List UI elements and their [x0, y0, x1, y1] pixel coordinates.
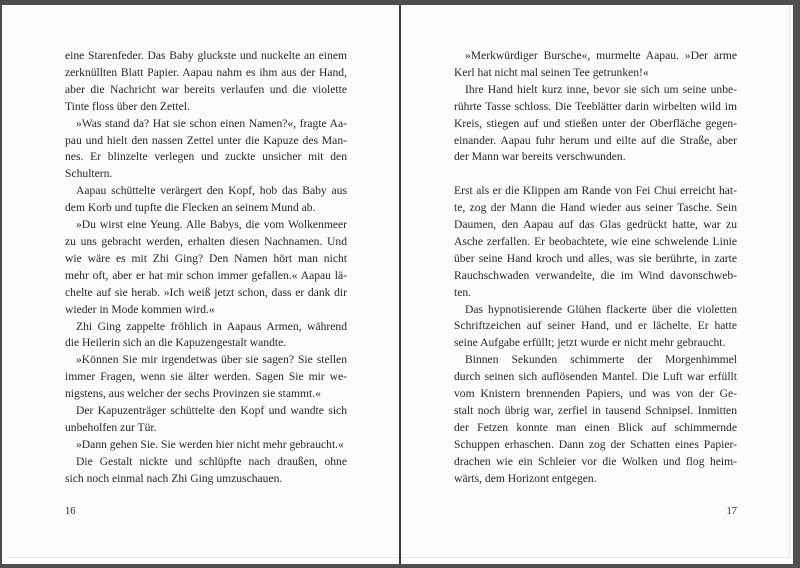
text-line: te, zog der Mann die Hand wieder aus seiner Tasche. Sein — [454, 201, 737, 215]
text-line: durch seinen sich auflösenden Mantel. Die Luft war erfüllt — [454, 370, 737, 384]
text-line: chelte auf sie herab. »Ich weiß jetzt schon, dass er dank dir — [65, 285, 347, 299]
text-line: Schriftzeichen auf seiner Hand, und er lächelte. Er hatte — [454, 319, 737, 333]
page-gutter — [399, 5, 401, 564]
text-line: Schuppen erhaschen. Dann zog der Schatten eines Papier- — [454, 437, 737, 451]
text-line: Der Kapuzenträger schüttelte den Kopf und wandte sich — [76, 404, 347, 418]
text-line: der Fetzen konnte man einen Blick auf schimmernde — [454, 420, 737, 434]
text-line: Aapau schüttelte verärgert den Kopf, hob das Baby aus — [76, 184, 347, 198]
left-page-number: 16 — [65, 506, 76, 517]
text-line: Kreis, stiegen auf und stießen unter der Oberfläche gegen- — [454, 116, 737, 130]
text-line: zu uns gebracht werden, erhalten diesen Nachnamen. Und — [65, 234, 347, 248]
text-line: ten. — [454, 285, 472, 299]
text-line: die Heilerin sich an die Kapuzengestalt wandte. — [65, 336, 287, 350]
text-line: stalt noch übrig war, zerfiel in tausend Schnipsel. Inmitten — [454, 404, 737, 418]
text-line: zerknüllten Blatt Papier. Aapau nahm es ihm aus der Hand, — [65, 65, 347, 79]
text-line: eine Starenfeder. Das Baby gluckste und nuckelte an einem — [65, 49, 347, 62]
text-line: »Du wirst eine Yeung. Alle Babys, die vom Wolkenmeer — [76, 218, 347, 232]
text-line: wie wäre es mit Zhi Ging? Den Namen hört man nicht — [65, 251, 347, 265]
text-line: Erst als er die Klippen am Rande von Fei Chui erreicht hat- — [454, 184, 737, 198]
text-line: seine Aufgabe erfüllt; jetzt wurde er nicht mehr gebraucht. — [454, 336, 726, 350]
text-line: vom Knistern brennenden Papiers, und was von der Ge- — [454, 387, 737, 401]
text-line: mehr oft, aber er hat mir schon immer gefallen.« Aapau lä- — [65, 268, 347, 282]
text-line: aber die Nachricht war bereits verlaufen und die violette — [65, 82, 347, 96]
text-line: Das hypnotisierende Glühen flackerte über die violetten — [465, 302, 737, 316]
text-line: drachen wie ein Schleier vor die Wolken und flog heim- — [454, 454, 737, 468]
text-line: Ihre Hand hielt kurz inne, bevor sie sich um seine unbe- — [465, 82, 737, 96]
text-line: »Was stand da? Hat sie schon einen Namen?«, fragte Aa- — [76, 116, 347, 130]
text-line: wieder in Mode kommen wird.« — [65, 302, 215, 316]
text-line: einander. Aapau fuhr herum und eilte auf die Straße, aber — [454, 133, 737, 147]
text-line: »Können Sie mir irgendetwas über sie sagen? Sie stellen — [76, 353, 347, 367]
right-page-text — [454, 48, 737, 488]
text-line: Daumen, den Aapau auf das Glas gedrückt hatte, war zu — [454, 218, 737, 232]
text-line: Die Gestalt nickte und schlüpfte nach draußen, ohne — [76, 454, 347, 468]
text-line: Schultern. — [65, 167, 113, 181]
scan-border-left — [0, 0, 2, 568]
right-page-number: 17 — [726, 506, 737, 517]
text-line: der Mann war bereits verschwunden. — [454, 150, 626, 164]
text-line: Asche zerfallen. Er beobachtete, wie eine schwelende Linie — [454, 234, 737, 248]
text-line: pau und hielt den nassen Zettel unter die Kapuze des Man- — [65, 133, 347, 147]
text-line: nes. Er blinzelte verlegen und zuckte unsicher mit den — [65, 150, 347, 164]
text-line: wärts, dem Horizont entgegen. — [454, 471, 597, 485]
text-line: »Merkwürdiger Bursche«, murmelte Aapau. »Der arme — [465, 49, 737, 62]
text-line: Rauchschwaden verwandelte, die im Wind davonschweb- — [454, 268, 737, 282]
text-line: nigstens, aus welcher der sechs Provinzen sie stammt.« — [65, 387, 321, 401]
text-line: Zhi Ging zappelte fröhlich in Aapaus Armen, während — [76, 319, 347, 333]
text-line: Kerl hat nicht mal seinen Tee getrunken!« — [454, 65, 649, 79]
scan-border-bottom — [0, 564, 800, 568]
scan-border-right — [793, 0, 800, 568]
left-page-text — [65, 48, 347, 488]
text-line: »Dann gehen Sie. Sie werden hier nicht mehr gebraucht.« — [76, 437, 344, 451]
text-line: Tinte floss über den Zettel. — [65, 99, 190, 113]
text-line: dem Korb und tupfte die Flecken an seinem Mund ab. — [65, 201, 316, 215]
text-line: rührte Tasse schloss. Die Teeblätter darin wirbelten wild im — [454, 99, 737, 113]
text-line: sich noch einmal nach Zhi Ging umzuschauen. — [65, 471, 283, 485]
text-line: immer Fragen, wenn sie älter werden. Sagen Sie mir we- — [65, 370, 347, 384]
page-edge-right — [789, 5, 790, 558]
text-line: Binnen Sekunden schimmerte der Morgenhimmel — [465, 353, 737, 367]
text-line: über seine Hand kroch und alles, was sie berührte, in zarte — [454, 251, 737, 265]
text-line: unbeholfen zur Tür. — [65, 420, 157, 434]
scene-break-spacer — [454, 166, 737, 183]
